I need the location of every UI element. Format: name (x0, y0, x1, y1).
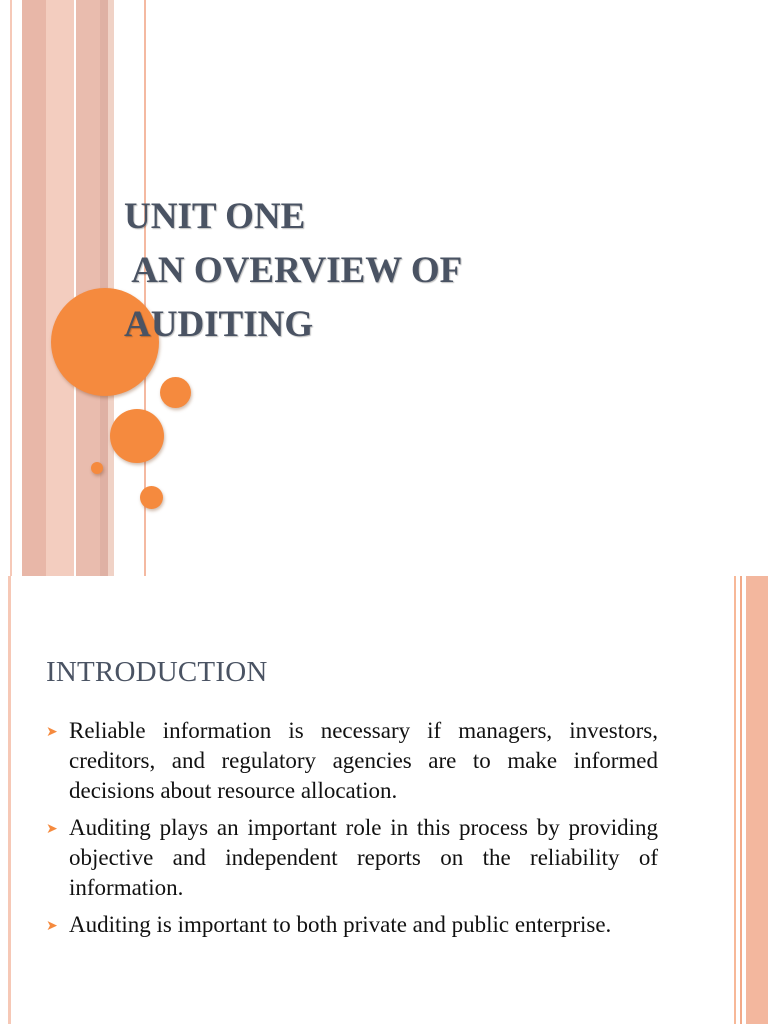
decorative-stripe (740, 576, 742, 1024)
title-line-2: AN OVERVIEW OF (124, 250, 463, 291)
decorative-stripe (8, 576, 11, 1024)
bullet-text: Auditing plays an important role in this process by providing objective and independent reports on the reliability of information. (69, 815, 658, 900)
decorative-circle-tiny (91, 462, 103, 474)
introduction-slide (0, 576, 768, 1024)
bullet-text: Reliable information is necessary if managers, investors, creditors, and regulatory agencies are to make informed decisions about resource allocation. (69, 718, 658, 803)
chevron-right-icon: ➤ (46, 918, 58, 934)
bullet-item (46, 813, 658, 903)
decorative-stripe (46, 0, 74, 576)
decorative-circle-small (140, 486, 163, 509)
chevron-right-icon: ➤ (46, 724, 58, 740)
title-line-1: UNIT ONE (124, 196, 306, 237)
decorative-stripe (10, 0, 12, 576)
slide-title (124, 190, 684, 352)
chevron-right-icon: ➤ (46, 821, 58, 837)
bullet-text: Auditing is important to both private and public enterprise. (69, 912, 612, 937)
title-line-3: AUDITING (124, 304, 314, 345)
decorative-circle-small (160, 377, 191, 408)
decorative-stripe (746, 576, 768, 1024)
bullet-list (46, 716, 658, 947)
decorative-stripe (734, 576, 736, 1024)
slide-heading: INTRODUCTION (46, 656, 268, 688)
bullet-item (46, 910, 658, 940)
decorative-stripe (22, 0, 46, 576)
bullet-item (46, 716, 658, 806)
decorative-circle-medium (110, 409, 164, 463)
